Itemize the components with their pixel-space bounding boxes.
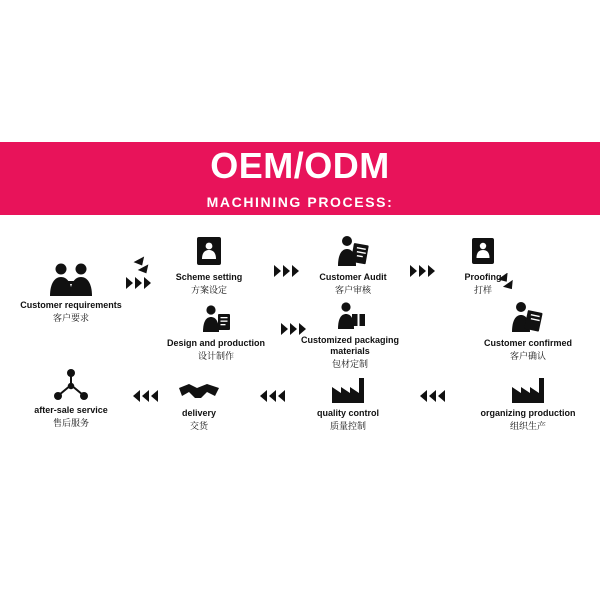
flow-step-organizing-production <box>468 363 588 432</box>
flow-step-proofing <box>423 227 543 296</box>
arrow-group-7 <box>259 390 285 402</box>
flow-step-label-en: Design and production <box>167 338 265 348</box>
flow-step-label-cn: 售后服务 <box>52 418 89 428</box>
flow-step-customer-confirmed <box>468 293 588 362</box>
flow-step-label-en: organizing production <box>480 408 576 418</box>
arrow-group-8 <box>132 390 158 402</box>
banner-bar-left <box>0 190 110 215</box>
flow-step-label-en: Customer Audit <box>319 272 387 282</box>
flow-step-customer-requirements <box>11 255 131 324</box>
person-reading-document-icon <box>293 227 413 269</box>
flow-step-label-en: Proofing <box>464 272 502 282</box>
flow-step-label-cn: 方案设定 <box>190 285 227 295</box>
banner-bar-right <box>490 190 600 215</box>
flow-step-label-en: after-sale service <box>34 405 108 415</box>
process-flow-diagram <box>0 215 600 445</box>
person-checking-document-icon <box>468 293 588 335</box>
flow-step-label-cn: 交货 <box>189 421 208 431</box>
flow-step-label-en: Scheme setting <box>175 272 243 282</box>
banner-subtitle: MACHINING PROCESS: <box>110 190 490 215</box>
flow-step-customized-packaging-materials <box>290 290 410 370</box>
flow-step-scheme-setting <box>149 227 269 296</box>
flow-step-design-and-production <box>156 293 276 362</box>
two-people-icon <box>11 255 131 297</box>
factory-quality-icon <box>288 363 408 405</box>
flow-step-label-en: Customer confirmed <box>483 338 572 348</box>
network-nodes-icon <box>11 360 131 402</box>
factory-icon <box>468 363 588 405</box>
flow-step-after-sale-service <box>11 360 131 429</box>
person-with-sample-icon <box>423 227 543 269</box>
flow-step-label-cn: 质量控制 <box>329 421 366 431</box>
flow-step-label-cn: 客户确认 <box>509 351 546 361</box>
arrow-group-6 <box>419 390 445 402</box>
flow-step-label-cn: 客户要求 <box>52 313 89 323</box>
flow-step-label-en: Customer requirements <box>20 300 122 310</box>
oem-odm-banner <box>0 142 600 215</box>
person-with-box-icon <box>290 290 410 332</box>
flow-step-label-en: delivery <box>181 408 217 418</box>
flow-step-customer-audit <box>293 227 413 296</box>
flow-step-label-en: Customized packaging materials <box>300 335 399 356</box>
arrow-group-bend <box>133 255 155 283</box>
flow-step-label-cn: 打样 <box>473 285 492 295</box>
person-at-board-icon <box>149 227 269 269</box>
banner-title: OEM/ODM <box>210 145 390 186</box>
banner-subtitle-row <box>0 190 600 215</box>
flow-step-label-en: quality control <box>316 408 379 418</box>
person-drafting-icon <box>156 293 276 335</box>
flow-step-label-cn: 包材定制 <box>331 359 368 369</box>
flow-step-quality-control <box>288 363 408 432</box>
flow-step-label-cn: 客户审核 <box>334 285 371 295</box>
flow-step-label-cn: 设计制作 <box>197 351 234 361</box>
flow-step-label-cn: 组织生产 <box>509 421 546 431</box>
